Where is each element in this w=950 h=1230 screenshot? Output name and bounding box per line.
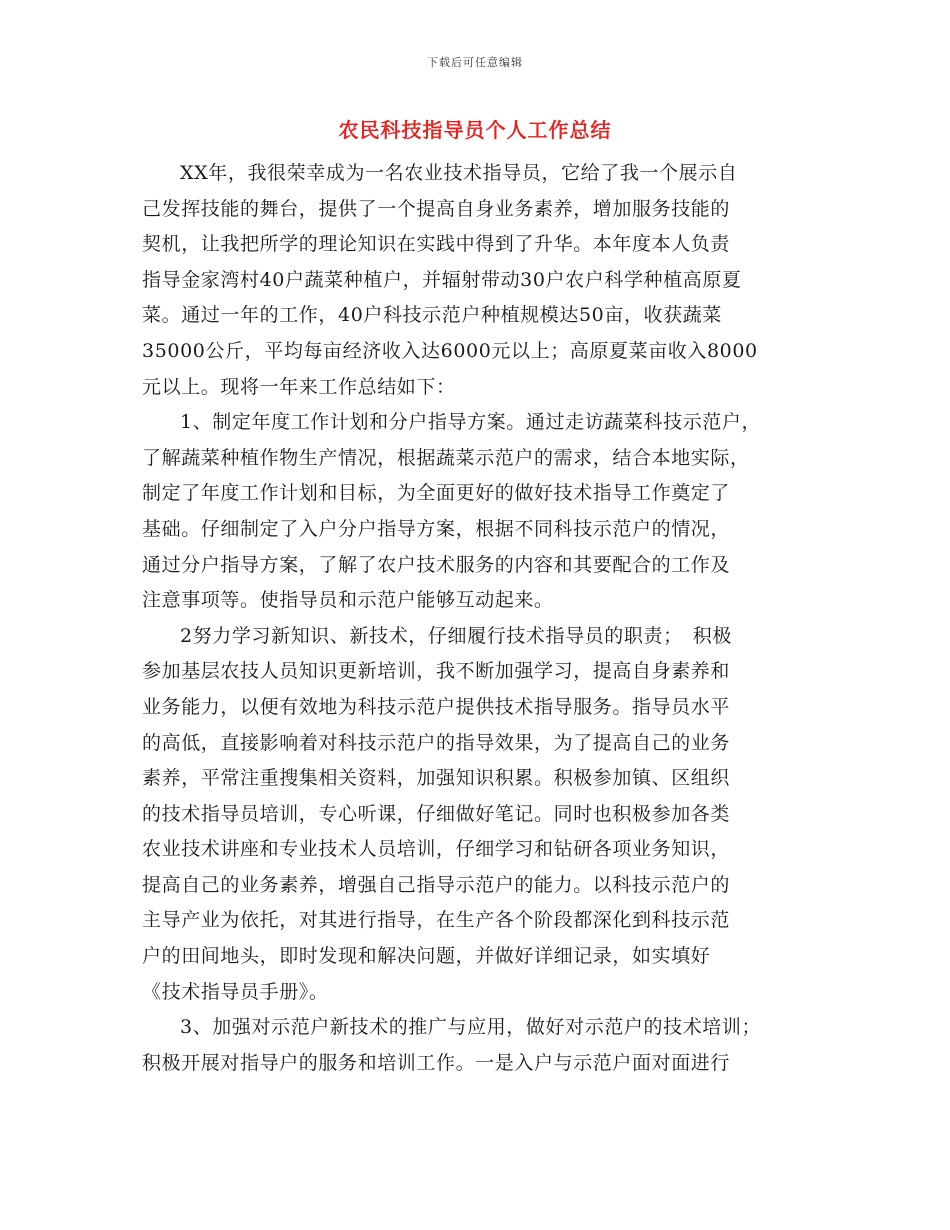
document-body	[142, 156, 822, 1081]
paragraph-line: 《技术指导员手册》。	[142, 980, 329, 1003]
paragraph-line: 元以上。现将一年来工作总结如下：	[142, 375, 456, 398]
paragraph-line: 的高低，直接影响着对科技示范户的指导效果，为了提高自己的业务	[142, 731, 731, 754]
paragraph-line: 农业技术讲座和专业技术人员培训，仔细学习和钻研各项业务知识，	[142, 838, 731, 861]
paragraph-line: 菜。通过一年的工作，40户科技示范户种植规模达50亩，收获蔬菜	[142, 304, 722, 327]
paragraph-line: 户的田间地头，即时发现和解决问题，并做好详细记录，如实填好	[142, 945, 711, 968]
paragraph-line: 素养，平常注重搜集相关资料，加强知识积累。积极参加镇、区组织	[142, 767, 731, 790]
paragraph-line: 己发挥技能的舞台，提供了一个提高自身业务素养，增加服务技能的	[142, 197, 731, 220]
paragraph-line: 参加基层农技人员知识更新培训，我不断加强学习，提高自身素养和	[142, 660, 731, 683]
paragraph-line: 了解蔬菜种植作物生产情况，根据蔬菜示范户的需求，结合本地实际，	[142, 446, 750, 469]
paragraph-line: XX年，我很荣幸成为一名农业技术指导员，它给了我一个展示自	[180, 162, 738, 184]
paragraph-line: 业务能力，以便有效地为科技示范户提供技术指导服务。指导员水平	[142, 695, 731, 718]
paragraph-line: 注意事项等。使指导员和示范户能够互动起来。	[142, 589, 554, 612]
paragraph-line: 基础。仔细制定了入户分户指导方案，根据不同科技示范户的情况，	[142, 517, 731, 540]
page-header: 下载后可任意编辑	[427, 56, 523, 69]
paragraph-line: 主导产业为依托，对其进行指导，在生产各个阶段都深化到科技示范	[142, 909, 731, 932]
paragraph-line: 指导金家湾村40户蔬菜种植户，并辐射带动30户农户科学种植高原夏	[142, 268, 742, 291]
paragraph-line: 契机，让我把所学的理论知识在实践中得到了升华。本年度本人负责	[142, 233, 731, 256]
document-title: 农民科技指导员个人工作总结	[338, 118, 612, 142]
paragraph-line: 提高自己的业务素养，增强自己指导示范户的能力。以科技示范户的	[142, 873, 731, 896]
paragraph-line: 1、制定年度工作计划和分户指导方案。通过走访蔬菜科技示范户，	[180, 411, 762, 434]
paragraph-line: 的技术指导员培训，专心听课，仔细做好笔记。同时也积极参加各类	[142, 802, 731, 825]
paragraph-line: 制定了年度工作计划和目标，为全面更好的做好技术指导工作奠定了	[142, 482, 731, 505]
paragraph-line: 积极开展对指导户的服务和培训工作。一是入户与示范户面对面进行	[142, 1051, 731, 1074]
paragraph-line: 通过分户指导方案，了解了农户技术服务的内容和其要配合的工作及	[142, 553, 731, 576]
paragraph-line: 35000公斤，平均每亩经济收入达6000元以上；高原夏菜亩收入8000	[142, 339, 758, 362]
paragraph-line: 3、加强对示范户新技术的推广与应用，做好对示范户的技术培训；	[180, 1016, 762, 1039]
paragraph-line: 2努力学习新知识、新技术，仔细履行技术指导员的职责； 积极	[180, 624, 732, 647]
